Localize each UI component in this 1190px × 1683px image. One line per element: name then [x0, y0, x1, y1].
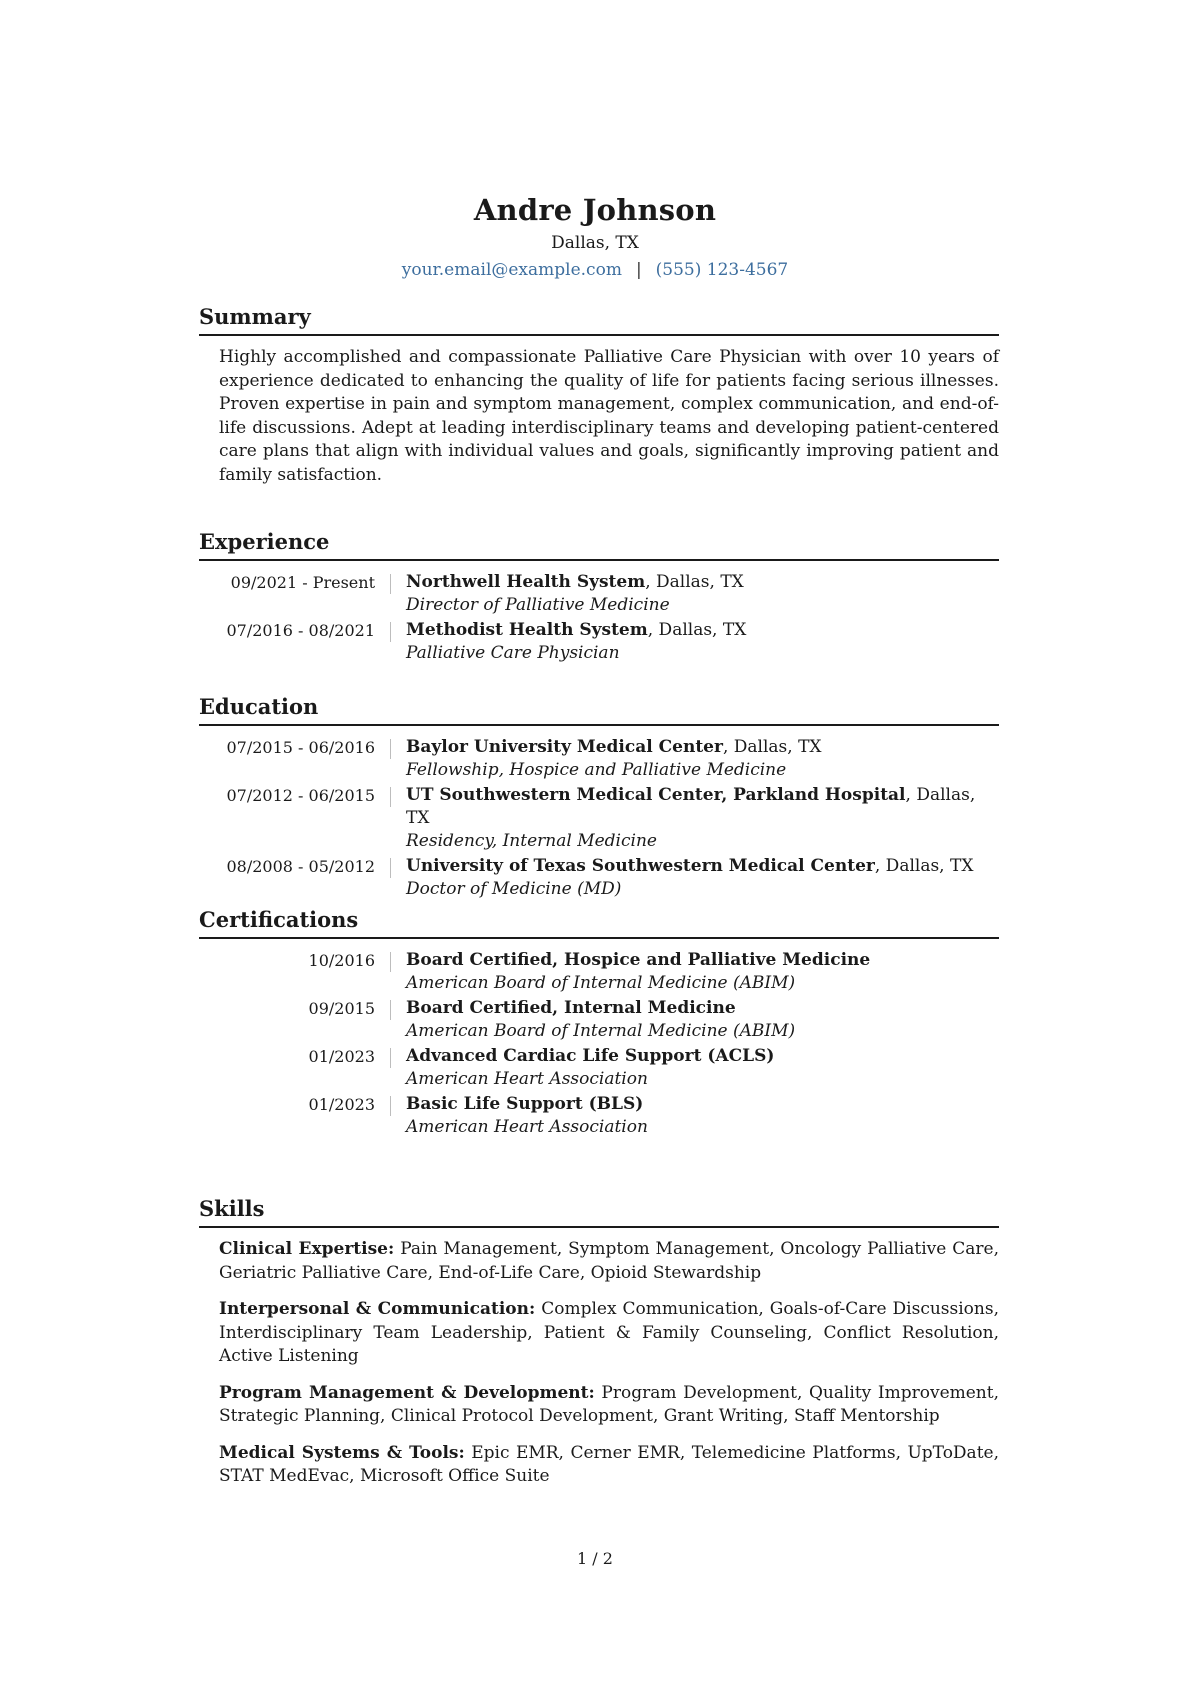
entry-date: 09/2021 - Present [230, 573, 375, 592]
certification-entry [199, 997, 999, 1043]
skill-list: Complex Communication, Goals-of-Care Discussions, Interdisciplinary Team Leadership, Patient & Family Counseling, Conflict Resolution, Active Listening [219, 1299, 999, 1366]
skill-category: Clinical Expertise: [219, 1239, 395, 1259]
experience-entry [199, 571, 999, 617]
entry-organization: Basic Life Support (BLS) [406, 1094, 644, 1114]
phone-link[interactable]: (555) 123-4567 [655, 260, 789, 280]
entry-organization: Advanced Cardiac Life Support (ACLS) [406, 1046, 775, 1066]
entry-divider [390, 858, 391, 878]
section-title-education: Education [199, 693, 999, 726]
skill-category: Program Management & Development: [219, 1382, 595, 1403]
entry-date: 10/2016 [308, 951, 375, 970]
entry-place: , Dallas, TX [406, 785, 976, 828]
entry-place: , Dallas, TX [722, 737, 822, 757]
skill-category: Medical Systems & Tools: [219, 1442, 465, 1463]
entry-date: 09/2015 [308, 999, 375, 1018]
entry-organization: University of Texas Southwestern Medical Center [406, 856, 875, 876]
section-title-summary: Summary [199, 303, 999, 336]
entry-place: , Dallas, TX [874, 856, 974, 876]
section-title-experience: Experience [199, 528, 999, 561]
certification-entry [199, 949, 999, 995]
skill-list: Program Development, Quality Improvement, Strategic Planning, Clinical Protocol Development, Grant Writing, Staff Mentorship [219, 1382, 999, 1426]
skill-group [219, 1382, 999, 1429]
email-link[interactable]: your.email@example.com [401, 260, 622, 280]
education-entry [199, 736, 999, 782]
entry-place: , Dallas, TX [645, 572, 744, 592]
entry-divider [390, 1096, 391, 1116]
entry-place: , Dallas, TX [647, 620, 747, 640]
education-section [199, 693, 999, 903]
certifications-section [199, 906, 999, 1141]
candidate-name: Andre Johnson [473, 193, 717, 227]
experience-section [199, 528, 999, 667]
entry-organization: Baylor University Medical Center [406, 737, 723, 757]
entry-date: 08/2008 - 05/2012 [226, 857, 375, 876]
entry-date: 07/2016 - 08/2021 [226, 621, 375, 640]
entry-role: Doctor of Medicine (MD) [406, 879, 622, 899]
entry-divider [390, 739, 391, 759]
entry-role: Director of Palliative Medicine [406, 595, 670, 615]
skill-list: Pain Management, Symptom Management, Oncology Palliative Care, Geriatric Palliative Care, End-of-Life Care, Opioid Stewardship [219, 1239, 999, 1283]
education-entry [199, 855, 999, 901]
skill-group [219, 1238, 999, 1285]
entry-role: American Heart Association [406, 1069, 648, 1089]
certification-entry [199, 1093, 999, 1139]
section-title-skills: Skills [199, 1195, 999, 1228]
entry-divider [390, 787, 391, 807]
entry-role: Fellowship, Hospice and Palliative Medicine [406, 760, 787, 780]
entry-role: American Heart Association [406, 1117, 648, 1137]
entry-role: Residency, Internal Medicine [406, 831, 657, 851]
entry-date: 01/2023 [308, 1095, 375, 1114]
skills-section [199, 1195, 999, 1502]
section-title-certifications: Certifications [199, 906, 999, 939]
contact-separator: | [635, 260, 642, 280]
entry-date: 01/2023 [308, 1047, 375, 1066]
summary-section [199, 303, 999, 487]
skill-category: Interpersonal & Communication: [219, 1299, 536, 1319]
entry-divider [390, 622, 391, 642]
entry-date: 07/2015 - 06/2016 [226, 738, 375, 757]
resume-header [0, 190, 1190, 284]
entry-divider [390, 1000, 391, 1020]
entry-organization: Board Certified, Internal Medicine [406, 998, 736, 1018]
contact-line [0, 256, 1190, 284]
entry-organization: UT Southwestern Medical Center, Parkland Hospital [406, 785, 906, 805]
skill-list: Epic EMR, Cerner EMR, Telemedicine Platforms, UpToDate, STAT MedEvac, Microsoft Office Suite [219, 1442, 999, 1486]
entry-role: Palliative Care Physician [406, 643, 620, 663]
certification-entry [199, 1045, 999, 1091]
entry-organization: Board Certified, Hospice and Palliative Medicine [406, 950, 871, 970]
entry-role: American Board of Internal Medicine (ABIM) [406, 973, 796, 993]
summary-text: Highly accomplished and compassionate Palliative Care Physician with over 10 years of experience dedicated to enhancing the quality of life for patients facing serious illnesses. Proven expertise in pain and symptom management, complex communication, and end-of-life discussions. Adept at leading interdisciplinary teams and developing patient-centered care plans that align with individual values and goals, significantly improving patient and family satisfaction. [219, 347, 999, 485]
entry-divider [390, 574, 391, 594]
candidate-location: Dallas, TX [551, 233, 639, 253]
entry-date: 07/2012 - 06/2015 [226, 786, 375, 805]
entry-divider [390, 1048, 391, 1068]
skill-group [219, 1298, 999, 1369]
entry-role: American Board of Internal Medicine (ABIM) [406, 1021, 796, 1041]
education-entry [199, 784, 999, 853]
entry-organization: Methodist Health System [406, 620, 648, 640]
skill-group [219, 1442, 999, 1489]
experience-entry [199, 619, 999, 665]
entry-divider [390, 952, 391, 972]
page-number: 1 / 2 [577, 1549, 613, 1568]
entry-organization: Northwell Health System [406, 572, 646, 592]
